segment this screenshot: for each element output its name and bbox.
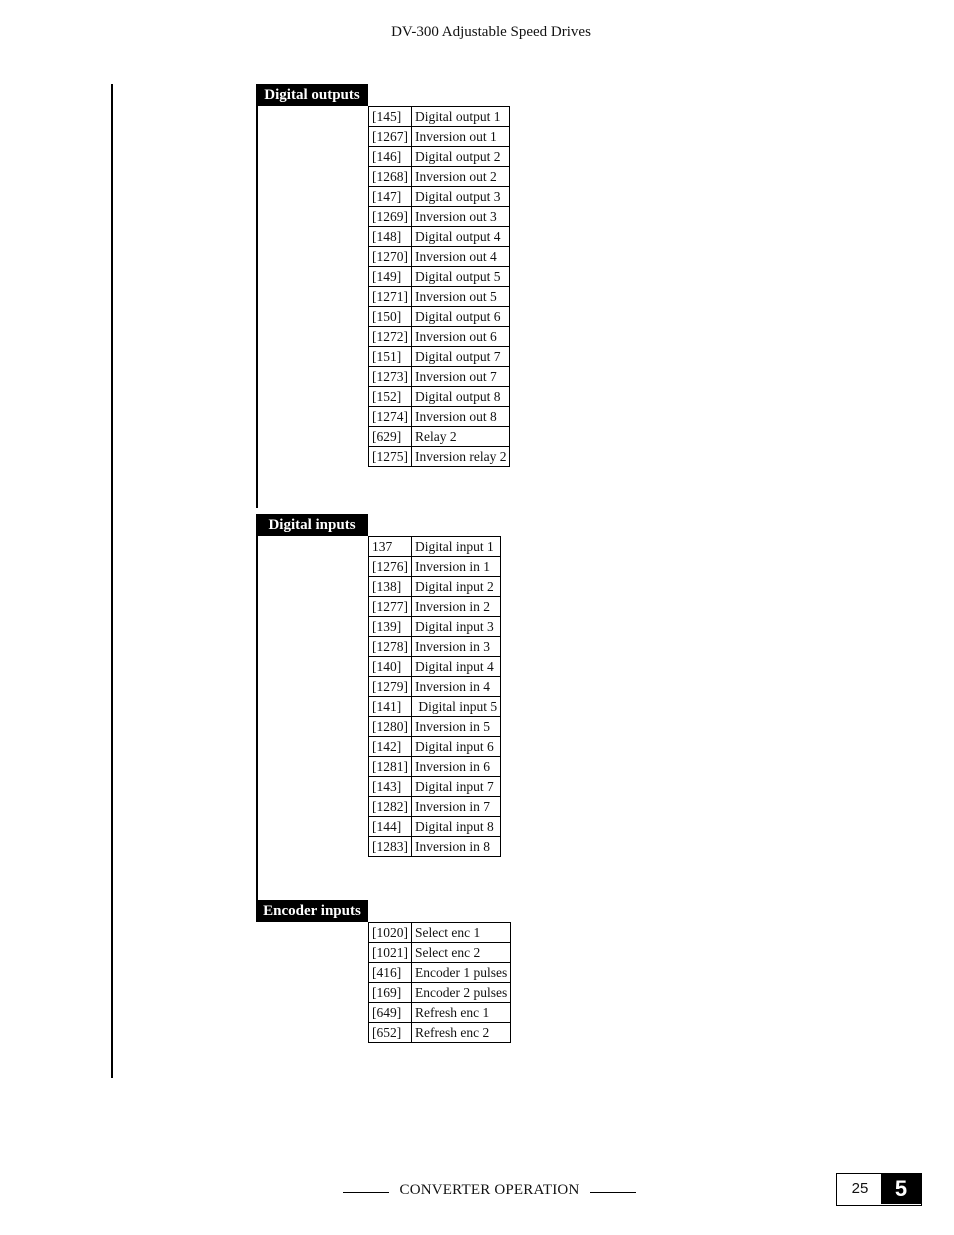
- parameter-description: Inversion out 3: [412, 207, 510, 227]
- parameter-description: Digital output 2: [412, 147, 510, 167]
- parameter-description: Refresh enc 1: [412, 1003, 511, 1023]
- table-row: [369, 777, 501, 797]
- table-row: [369, 1003, 511, 1023]
- parameter-description: Inversion out 8: [412, 407, 510, 427]
- parameter-code: [1279]: [369, 677, 412, 697]
- footer-rule-right: [590, 1192, 636, 1193]
- parameter-code: [1020]: [369, 923, 412, 943]
- parameter-code: [148]: [369, 227, 412, 247]
- parameter-description: Digital output 4: [412, 227, 510, 247]
- table-row: [369, 1023, 511, 1043]
- parameter-code: [1281]: [369, 757, 412, 777]
- parameter-code: [169]: [369, 983, 412, 1003]
- parameter-code: [1276]: [369, 557, 412, 577]
- parameter-code: [1283]: [369, 837, 412, 857]
- section-encoder-inputs: [256, 900, 508, 1040]
- section-digital-outputs: [256, 84, 507, 464]
- table-row: [369, 983, 511, 1003]
- parameter-description: Inversion in 7: [412, 797, 501, 817]
- parameter-code: [151]: [369, 347, 412, 367]
- parameter-description: Digital output 7: [412, 347, 510, 367]
- parameter-description: Digital output 3: [412, 187, 510, 207]
- parameter-code: [649]: [369, 1003, 412, 1023]
- parameter-code: [1277]: [369, 597, 412, 617]
- parameter-code: [139]: [369, 617, 412, 637]
- parameter-code: [1269]: [369, 207, 412, 227]
- parameter-code: [1275]: [369, 447, 412, 467]
- section-digital-inputs: [256, 514, 498, 854]
- table-row: [369, 247, 510, 267]
- table-row: [369, 167, 510, 187]
- table-row: [369, 127, 510, 147]
- parameter-description: Inversion out 4: [412, 247, 510, 267]
- table-row: [369, 107, 510, 127]
- table-row: [369, 287, 510, 307]
- parameter-code: [152]: [369, 387, 412, 407]
- parameter-description: Inversion out 7: [412, 367, 510, 387]
- parameter-description: Inversion in 6: [412, 757, 501, 777]
- table-row: [369, 837, 501, 857]
- parameter-code: [1267]: [369, 127, 412, 147]
- parameter-code: [147]: [369, 187, 412, 207]
- parameter-code: [652]: [369, 1023, 412, 1043]
- parameter-description: Encoder 2 pulses: [412, 983, 511, 1003]
- parameter-description: Inversion out 5: [412, 287, 510, 307]
- parameter-description: Digital input 2: [412, 577, 501, 597]
- parameter-description: Inversion out 6: [412, 327, 510, 347]
- parameter-code: [1273]: [369, 367, 412, 387]
- table-row: [369, 797, 501, 817]
- parameter-code: [416]: [369, 963, 412, 983]
- parameter-description: Select enc 2: [412, 943, 511, 963]
- chapter-number: 5: [881, 1174, 921, 1204]
- parameter-code: [1270]: [369, 247, 412, 267]
- table-row: [369, 963, 511, 983]
- parameter-description: Select enc 1: [412, 923, 511, 943]
- parameter-code: [1282]: [369, 797, 412, 817]
- parameter-code: [140]: [369, 657, 412, 677]
- section-label-encoder-inputs: Encoder inputs: [256, 900, 368, 922]
- table-row: [369, 327, 510, 347]
- parameter-code: [143]: [369, 777, 412, 797]
- parameter-description: Digital input 4: [412, 657, 501, 677]
- page-header-title: DV-300 Adjustable Speed Drives: [391, 24, 591, 40]
- table-row: [369, 677, 501, 697]
- parameter-code: [150]: [369, 307, 412, 327]
- parameter-code: [1278]: [369, 637, 412, 657]
- parameter-code: [146]: [369, 147, 412, 167]
- parameter-code: [149]: [369, 267, 412, 287]
- table-row: [369, 207, 510, 227]
- section-bracket: [256, 106, 258, 508]
- section-label-digital-inputs: Digital inputs: [256, 514, 368, 536]
- parameter-description: Inversion in 4: [412, 677, 501, 697]
- parameter-description: Digital output 8: [412, 387, 510, 407]
- table-row: [369, 737, 501, 757]
- section-label-digital-outputs: Digital outputs: [256, 84, 368, 106]
- table-row: [369, 427, 510, 447]
- table-row: [369, 267, 510, 287]
- table-row: [369, 227, 510, 247]
- parameter-description: Inversion in 3: [412, 637, 501, 657]
- parameter-description: Digital input 3: [412, 617, 501, 637]
- parameter-description: Inversion relay 2: [412, 447, 510, 467]
- parameter-description: Digital output 6: [412, 307, 510, 327]
- table-row: [369, 923, 511, 943]
- parameter-description: Inversion out 1: [412, 127, 510, 147]
- parameter-code: [1272]: [369, 327, 412, 347]
- parameter-description: Refresh enc 2: [412, 1023, 511, 1043]
- table-row: [369, 367, 510, 387]
- table-row: [369, 617, 501, 637]
- parameter-code: [141]: [369, 697, 412, 717]
- table-row: [369, 943, 511, 963]
- table-row: [369, 347, 510, 367]
- table-row: [369, 757, 501, 777]
- parameter-description: Inversion in 8: [412, 837, 501, 857]
- parameter-description: Inversion in 5: [412, 717, 501, 737]
- parameter-code: [1271]: [369, 287, 412, 307]
- parameter-description: Digital input 7: [412, 777, 501, 797]
- parameter-description: Digital output 1: [412, 107, 510, 127]
- table-row: [369, 447, 510, 467]
- parameter-code: [1021]: [369, 943, 412, 963]
- parameter-description: Relay 2: [412, 427, 510, 447]
- table-row: [369, 637, 501, 657]
- param-table-encoder-inputs: [368, 922, 511, 1043]
- table-row: [369, 597, 501, 617]
- parameter-description: Digital input 1: [412, 537, 501, 557]
- parameter-description: Digital output 5: [412, 267, 510, 287]
- table-row: [369, 187, 510, 207]
- table-row: [369, 147, 510, 167]
- table-row: [369, 387, 510, 407]
- parameter-description: Digital input 6: [412, 737, 501, 757]
- footer-section-title: CONVERTER OPERATION: [399, 1182, 580, 1198]
- parameter-code: [1274]: [369, 407, 412, 427]
- parameter-description: Digital input 5: [412, 697, 501, 717]
- parameter-description: Inversion in 1: [412, 557, 501, 577]
- parameter-description: Digital input 8: [412, 817, 501, 837]
- parameter-description: Inversion in 2: [412, 597, 501, 617]
- parameter-code: [1280]: [369, 717, 412, 737]
- table-row: [369, 817, 501, 837]
- table-row: [369, 307, 510, 327]
- page-number: 25: [851, 1180, 869, 1197]
- table-row: [369, 577, 501, 597]
- parameter-code: [1268]: [369, 167, 412, 187]
- margin-rule: [111, 84, 113, 1078]
- table-row: [369, 697, 501, 717]
- param-table-digital-inputs: [368, 536, 501, 857]
- table-row: [369, 657, 501, 677]
- table-row: [369, 557, 501, 577]
- parameter-description: Encoder 1 pulses: [412, 963, 511, 983]
- parameter-code: [138]: [369, 577, 412, 597]
- parameter-code: [629]: [369, 427, 412, 447]
- parameter-description: Inversion out 2: [412, 167, 510, 187]
- section-bracket: [256, 536, 258, 900]
- table-row: [369, 537, 501, 557]
- parameter-code: 137: [369, 537, 412, 557]
- table-row: [369, 717, 501, 737]
- page-number-box: [836, 1173, 922, 1206]
- parameter-code: [142]: [369, 737, 412, 757]
- param-table-digital-outputs: [368, 106, 510, 467]
- table-row: [369, 407, 510, 427]
- parameter-code: [145]: [369, 107, 412, 127]
- parameter-code: [144]: [369, 817, 412, 837]
